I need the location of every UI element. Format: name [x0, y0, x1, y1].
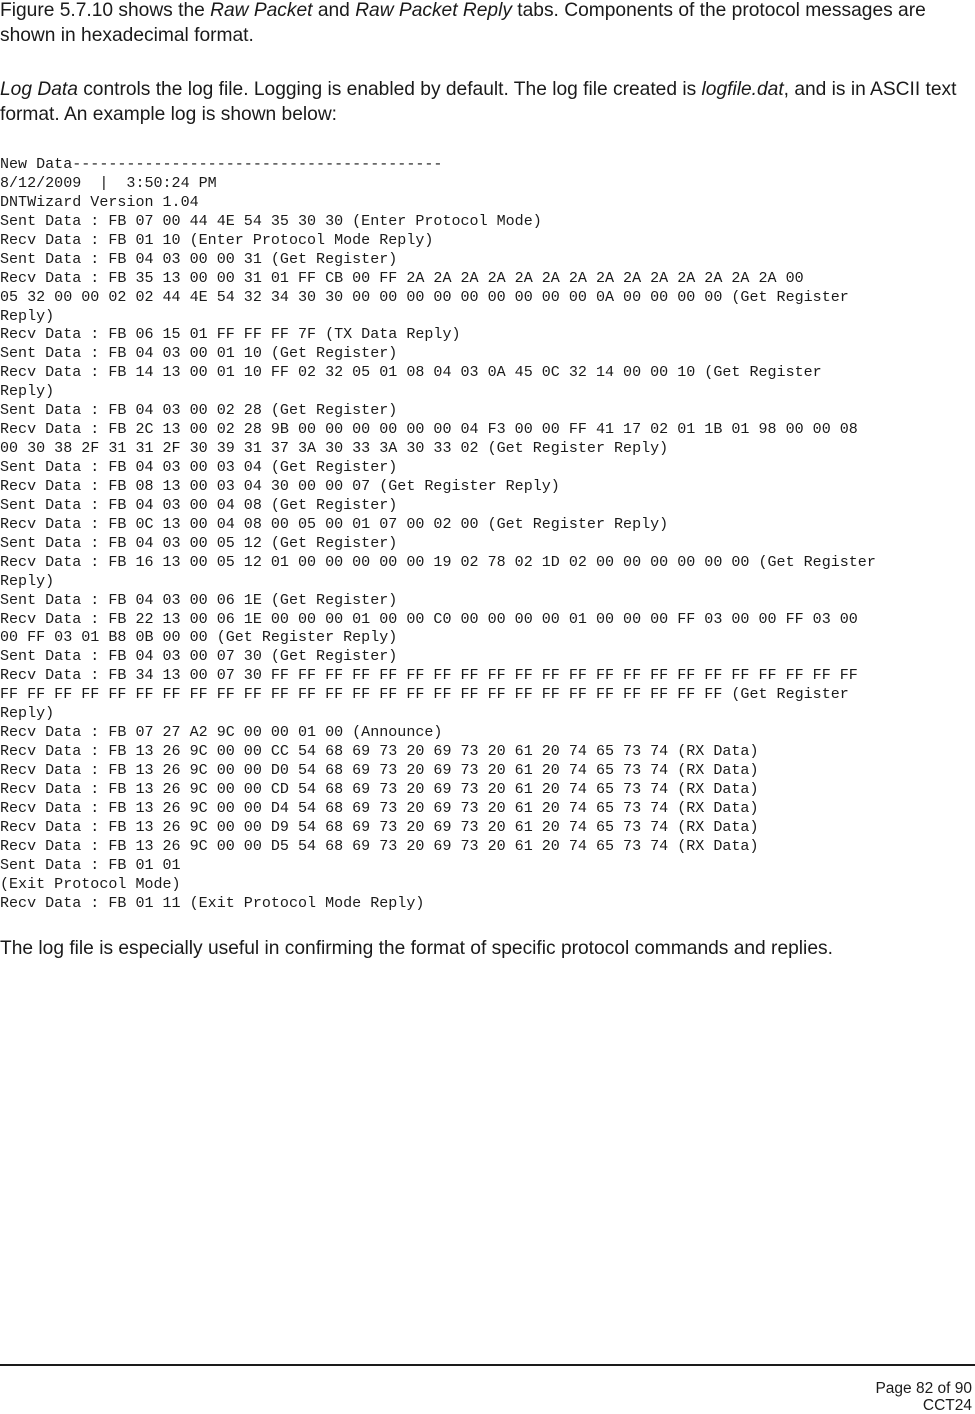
log-line: Recv Data : FB 13 26 9C 00 00 CC 54 68 69 73 20 69 73 20 61 20 74 65 73 74 (RX Data)	[0, 742, 759, 761]
log-line: Recv Data : FB 13 26 9C 00 00 CD 54 68 69 73 20 69 73 20 61 20 74 65 73 74 (RX Data)	[0, 779, 759, 798]
log-line: Sent Data : FB 04 03 00 07 30 (Get Register)	[0, 647, 398, 666]
log-line: Recv Data : FB 35 13 00 00 31 01 FF CB 00 FF 2A 2A 2A 2A 2A 2A 2A 2A 2A 2A 2A 2A 2A 2A 00	[0, 268, 804, 287]
log-line: Recv Data : FB 16 13 00 05 12 01 00 00 00 00 00 19 02 78 02 1D 02 00 00 00 00 00 00 (Get Register	[0, 552, 876, 571]
log-line: Sent Data : FB 04 03 00 05 12 (Get Register)	[0, 533, 398, 552]
log-line: Sent Data : FB 04 03 00 04 08 (Get Register)	[0, 495, 398, 514]
log-line: Sent Data : FB 04 03 00 06 1E (Get Register)	[0, 590, 398, 609]
log-line: New Data-----------------------------------------	[0, 155, 443, 173]
log-line: Reply)	[0, 704, 55, 723]
log-line: Sent Data : FB 07 00 44 4E 54 35 30 30 (Enter Protocol Mode)	[0, 211, 542, 230]
log-line: Recv Data : FB 14 13 00 01 10 FF 02 32 05 01 08 04 03 0A 45 0C 32 14 00 00 10 (Get Register	[0, 363, 822, 382]
text: Figure 5.7.10 shows the	[0, 0, 211, 21]
log-line: FF FF FF FF FF FF FF FF FF FF FF FF FF FF FF FF FF FF FF FF FF FF FF FF FF FF FF (Get Register	[0, 685, 849, 704]
log-line: Sent Data : FB 01 01	[0, 855, 181, 874]
text: , and is in ASCII text format. An example log is shown below:	[0, 79, 957, 125]
log-line: Recv Data : FB 07 27 A2 9C 00 00 01 00 (Announce)	[0, 723, 443, 742]
log-line: 8/12/2009 | 3:50:24 PM	[0, 173, 217, 192]
log-line: Recv Data : FB 06 15 01 FF FF FF 7F (TX Data Reply)	[0, 325, 461, 344]
log-line: Recv Data : FB 0C 13 00 04 08 00 05 00 01 07 00 02 00 (Get Register Reply)	[0, 514, 669, 533]
logfile-name: logfile.dat	[701, 79, 784, 100]
log-line: Recv Data : FB 13 26 9C 00 00 D9 54 68 69 73 20 69 73 20 61 20 74 65 73 74 (RX Data)	[0, 817, 759, 836]
text: and	[312, 0, 356, 21]
log-line: Recv Data : FB 08 13 00 03 04 30 00 00 07 (Get Register Reply)	[0, 476, 560, 495]
document-code: CCT24	[922, 1397, 972, 1414]
log-line: 00 30 38 2F 31 31 2F 30 39 31 37 3A 30 33 3A 30 33 02 (Get Register Reply)	[0, 439, 669, 458]
log-line: Sent Data : FB 04 03 00 02 28 (Get Register)	[0, 401, 398, 420]
log-line: Recv Data : FB 22 13 00 06 1E 00 00 00 01 00 00 C0 00 00 00 00 01 00 00 00 FF 03 00 00 FF 03 00	[0, 609, 858, 628]
log-line: Sent Data : FB 04 03 00 03 04 (Get Register)	[0, 458, 398, 476]
paragraph-log-data	[0, 77, 972, 127]
log-line: Reply)	[0, 571, 55, 590]
log-line: Recv Data : FB 34 13 00 07 30 FF FF FF FF FF FF FF FF FF FF FF FF FF FF FF FF FF FF FF FF FF FF	[0, 666, 858, 685]
text: tabs. Components of the protocol messages are shown in hexadecimal format.	[0, 0, 926, 46]
log-line: 05 32 00 00 02 02 44 4E 54 32 34 30 30 00 00 00 00 00 00 00 00 00 0A 00 00 00 00 (Get Register	[0, 287, 849, 306]
log-line: Recv Data : FB 13 26 9C 00 00 D5 54 68 69 73 20 69 73 20 61 20 74 65 73 74 (RX Data)	[0, 836, 759, 855]
log-line: Recv Data : FB 13 26 9C 00 00 D0 54 68 69 73 20 69 73 20 61 20 74 65 73 74 (RX Data)	[0, 761, 759, 779]
log-line: Recv Data : FB 13 26 9C 00 00 D4 54 68 69 73 20 69 73 20 61 20 74 65 73 74 (RX Data)	[0, 798, 759, 817]
footer-divider	[0, 1364, 975, 1366]
page-number: Page 82 of 90	[875, 1380, 972, 1397]
log-data-term: Log Data	[0, 79, 78, 100]
log-line: (Exit Protocol Mode)	[0, 874, 181, 893]
log-line: Reply)	[0, 382, 55, 401]
log-line: Reply)	[0, 306, 55, 325]
text: controls the log file. Logging is enabled by default. The log file created is	[77, 79, 702, 100]
page-footer	[875, 1380, 972, 1414]
log-example	[0, 155, 975, 913]
log-line: Recv Data : FB 01 11 (Exit Protocol Mode Reply)	[0, 893, 425, 912]
raw-packet-term: Raw Packet	[210, 0, 313, 21]
paragraph-closing: The log file is especially useful in confirming the format of specific protocol commands and replies.	[0, 938, 833, 959]
log-line: Recv Data : FB 01 10 (Enter Protocol Mode Reply)	[0, 230, 434, 249]
log-line: 00 FF 03 01 B8 0B 00 00 (Get Register Reply)	[0, 628, 398, 647]
paragraph-raw-packet	[0, 0, 972, 48]
log-line: Sent Data : FB 04 03 00 00 31 (Get Register)	[0, 249, 398, 268]
log-line: Recv Data : FB 2C 13 00 02 28 9B 00 00 00 00 00 00 04 F3 00 00 FF 41 17 02 01 1B 01 98 00 00 08	[0, 420, 858, 439]
log-line: DNTWizard Version 1.04	[0, 192, 199, 211]
raw-packet-reply-term: Raw Packet Reply	[355, 0, 512, 21]
log-line: Sent Data : FB 04 03 00 01 10 (Get Register)	[0, 344, 398, 363]
